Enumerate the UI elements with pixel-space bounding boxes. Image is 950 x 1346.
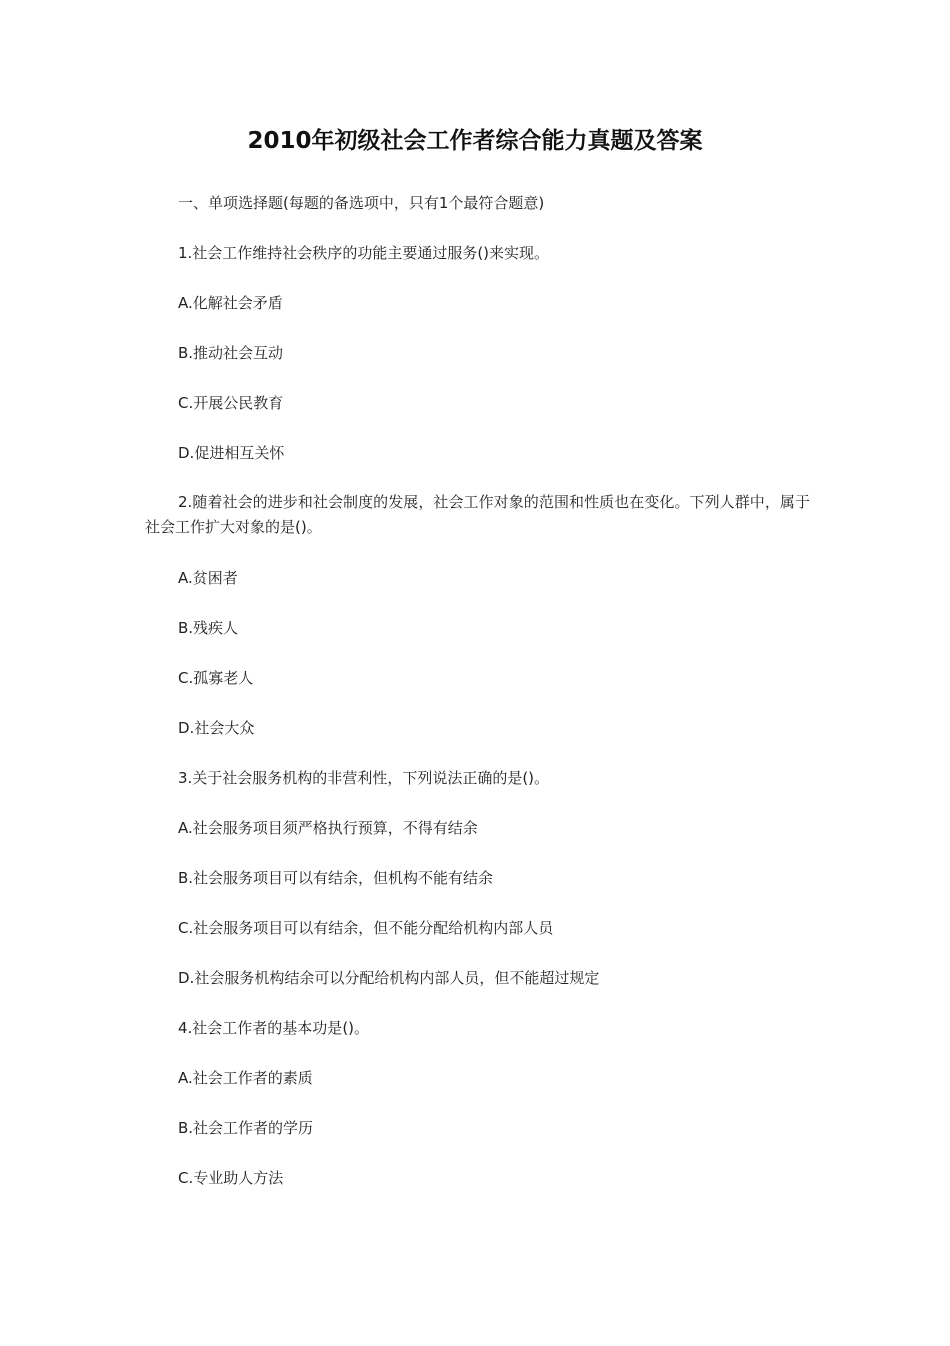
- question-2-option-d: D.社会大众: [178, 719, 255, 737]
- question-2-option-c: C.孤寡老人: [178, 669, 254, 687]
- question-1-option-c: C.开展公民教育: [178, 394, 284, 412]
- question-3-option-d: D.社会服务机构结余可以分配给机构内部人员，但不能超过规定: [178, 969, 600, 987]
- question-3-option-c: C.社会服务项目可以有结余，但不能分配给机构内部人员: [178, 919, 554, 937]
- question-3-option-b: B.社会服务项目可以有结余，但机构不能有结余: [178, 869, 494, 887]
- question-1-option-a: A.化解社会矛盾: [178, 294, 283, 312]
- question-1-option-b: B.推动社会互动: [178, 344, 284, 362]
- question-2-option-a: A.贫困者: [178, 569, 238, 587]
- question-1-stem: 1.社会工作维持社会秩序的功能主要通过服务()来实现。: [178, 244, 550, 262]
- question-3-stem: 3.关于社会服务机构的非营利性，下列说法正确的是()。: [178, 769, 550, 787]
- question-4-option-a: A.社会工作者的素质: [178, 1069, 313, 1087]
- question-4-option-b: B.社会工作者的学历: [178, 1119, 314, 1137]
- question-4-stem: 4.社会工作者的基本功是()。: [178, 1019, 370, 1037]
- question-1-option-d: D.促进相互关怀: [178, 444, 285, 462]
- question-4-option-c: C.专业助人方法: [178, 1169, 284, 1187]
- question-2-stem: 2.随着社会的进步和社会制度的发展，社会工作对象的范围和性质也在变化。下列人群中，属于社会工作扩大对象的是()。: [145, 493, 810, 536]
- question-2-option-b: B.残疾人: [178, 619, 239, 637]
- question-3-option-a: A.社会服务项目须严格执行预算，不得有结余: [178, 819, 478, 837]
- section-heading: 一、单项选择题(每题的备选项中，只有1个最符合题意): [178, 194, 545, 212]
- document-title: 2010年初级社会工作者综合能力真题及答案: [247, 128, 703, 154]
